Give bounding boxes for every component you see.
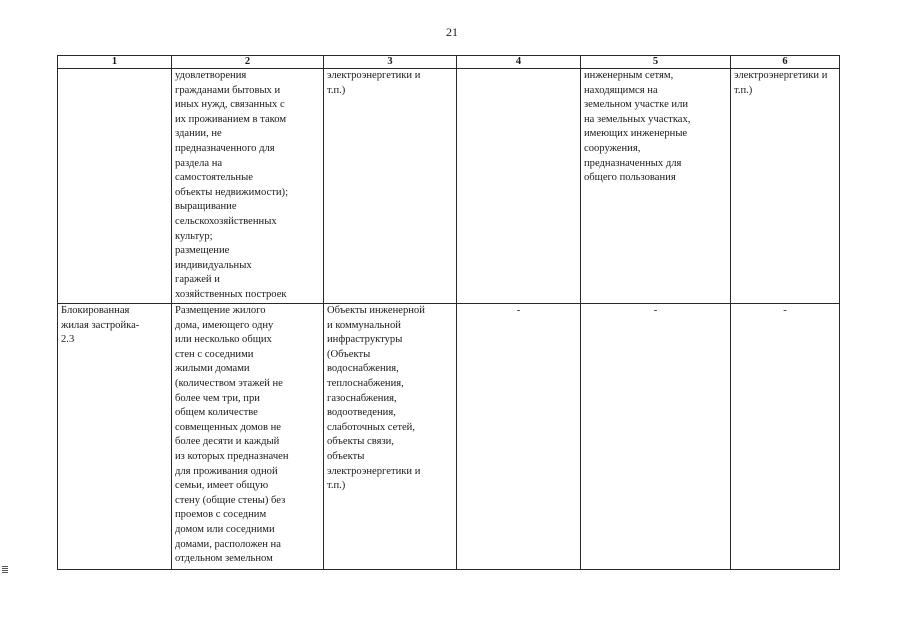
- row2-col3-cell: Объекты инженерной и коммунальной инфраструктуры (Объекты водоснабжения, теплоснабжения, газоснабжения, водоотведения, слаботочных сетей, объекты связи, объекты электроэнергетики и т.п.): [324, 304, 457, 570]
- row2-col6-cell: -: [731, 304, 840, 570]
- row2-col4-cell: -: [457, 304, 581, 570]
- regulations-table: [57, 55, 840, 570]
- scan-edge-mark: [2, 566, 8, 573]
- header-row: [58, 56, 840, 69]
- row1-col1-cell: [58, 69, 172, 304]
- header-col-1: 1: [58, 56, 172, 69]
- header-col-2: 2: [172, 56, 324, 69]
- header-col-5: 5: [581, 56, 731, 69]
- row1-col2-cell: удовлетворения гражданами бытовых и иных нужд, связанных с их проживанием в таком здании, не предназначенного для раздела на самостоятельные объекты недвижимости); выращивание сельскохозяйственных культур; размещение индивидуальных гаражей и хозяйственных построек: [172, 69, 324, 304]
- row2-col2-cell: Размещение жилого дома, имеющего одну или несколько общих стен с соседними жилыми домами (количеством этажей не более чем три, при общем количестве совмещенных домов не более десяти и каждый из которых предназначен для проживания одной семьи, имеет общую стену (общие стены) без проемов с соседним домом или соседними домами, расположен на отдельном земельном: [172, 304, 324, 570]
- page-number: 21: [446, 25, 458, 39]
- row2-col5-cell: -: [581, 304, 731, 570]
- row1-col4-cell: [457, 69, 581, 304]
- row1-col5-cell: инженерным сетям, находящимся на земельном участке или на земельных участках, имеющих инженерные сооружения, предназначенных для общего пользования: [581, 69, 731, 304]
- header-col-6: 6: [731, 56, 840, 69]
- header-col-4: 4: [457, 56, 581, 69]
- row1-col3-cell: электроэнергетики и т.п.): [324, 69, 457, 304]
- row1-col6-cell: электроэнергетики и т.п.): [731, 69, 840, 304]
- row2-col1-cell: Блокированная жилая застройка- 2.3: [58, 304, 172, 570]
- header-col-3: 3: [324, 56, 457, 69]
- table-row: [58, 69, 840, 304]
- table-header: [58, 56, 840, 69]
- table-body: [58, 69, 840, 570]
- table-row: [58, 304, 840, 570]
